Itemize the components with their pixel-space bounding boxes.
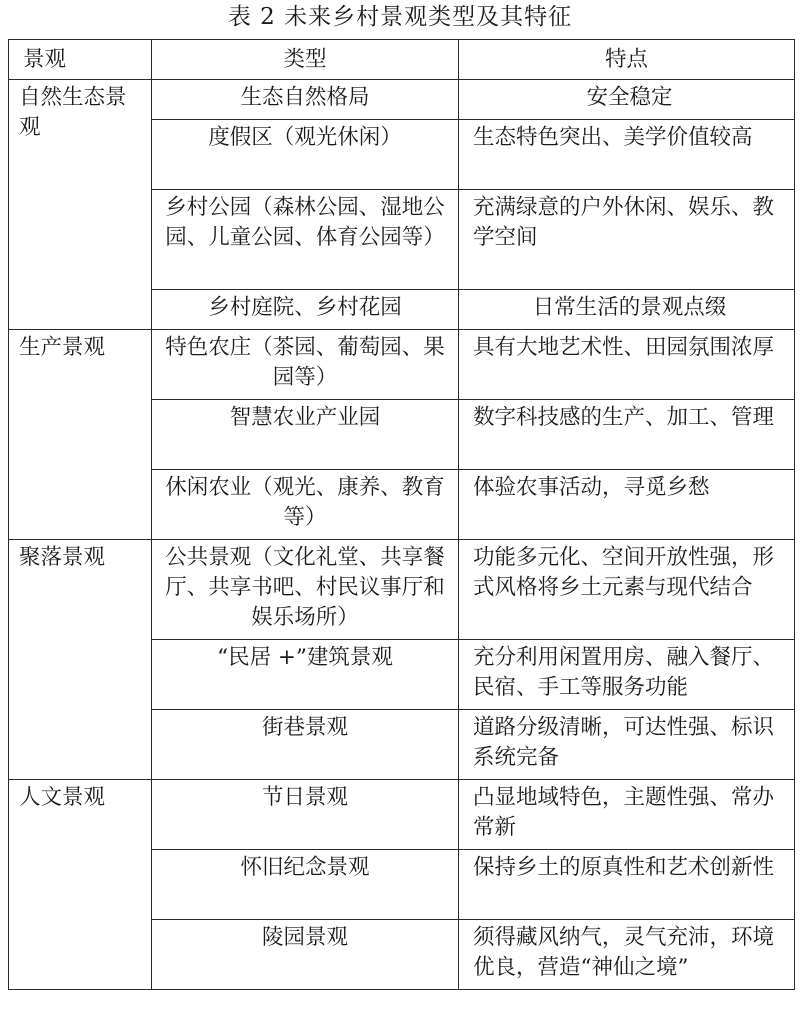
type-cell: 乡村庭院、乡村花园 [208, 295, 402, 320]
feature-cell: 功能多元化、空间开放性强，形式风格将乡土元素与现代结合 [473, 545, 775, 600]
feature-cell: 须得藏风纳气，灵气充沛，环境优良，营造“神仙之境” [473, 925, 775, 980]
landscape-cell-production [9, 330, 152, 540]
type-cell: 特色农庄（茶园、葡萄园、果园等） [165, 335, 445, 390]
feature-cell: 道路分级清晰，可达性强、标识系统完备 [473, 715, 775, 770]
landscape-label: 人文景观 [19, 785, 106, 810]
landscape-cell-settlement [9, 540, 152, 780]
feature-cell: 体验农事活动，寻觅乡愁 [473, 475, 710, 500]
type-cell: 公共景观（文化礼堂、共享餐厅、共享书吧、村民议事厅和娱乐场所） [165, 545, 445, 630]
feature-cell: 凸显地域特色，主题性强、常办常新 [473, 785, 775, 840]
header-type: 类型 [152, 40, 459, 80]
table-row [9, 330, 795, 400]
table-row [9, 540, 795, 640]
feature-cell: 具有大地艺术性、田园氛围浓厚 [473, 335, 775, 360]
feature-cell: 生态特色突出、美学价值较高 [473, 125, 753, 150]
type-cell: 智慧农业产业园 [229, 405, 381, 430]
type-cell: 节日景观 [261, 785, 348, 810]
feature-cell: 安全稳定 [586, 85, 673, 110]
type-cell: 乡村公园（森林公园、湿地公园、儿童公园、体育公园等） [165, 195, 445, 250]
type-cell: 生态自然格局 [240, 85, 370, 110]
landscape-label: 聚落景观 [19, 545, 106, 570]
type-cell: 街巷景观 [261, 715, 348, 740]
feature-cell: 保持乡土的原真性和艺术创新性 [473, 855, 775, 880]
table-row [9, 80, 795, 120]
type-cell: 度假区（观光休闲） [208, 125, 402, 150]
feature-cell: 充分利用闲置用房、融入餐厅、民宿、手工等服务功能 [473, 645, 775, 700]
feature-cell: 日常生活的景观点缀 [532, 295, 727, 320]
feature-cell: 充满绿意的户外休闲、娱乐、教学空间 [473, 195, 775, 250]
type-cell: “民居 +”建筑景观 [217, 645, 393, 670]
landscape-cell-cultural [9, 780, 152, 990]
landscape-label: 生产景观 [19, 335, 106, 360]
landscape-types-table [8, 39, 795, 990]
type-cell: 休闲农业（观光、康养、教育等） [165, 475, 445, 530]
feature-cell: 数字科技感的生产、加工、管理 [473, 405, 775, 430]
table-row [9, 780, 795, 850]
table-header-row [9, 40, 795, 80]
landscape-cell-natural [9, 80, 152, 330]
header-landscape: 景观 [9, 40, 152, 80]
landscape-label: 自然生态景观 [19, 85, 127, 140]
type-cell: 怀旧纪念景观 [240, 855, 370, 880]
type-cell: 陵园景观 [261, 925, 348, 950]
header-feature: 特点 [459, 40, 795, 80]
table-caption: 表 2 未来乡村景观类型及其特征 [227, 4, 573, 30]
